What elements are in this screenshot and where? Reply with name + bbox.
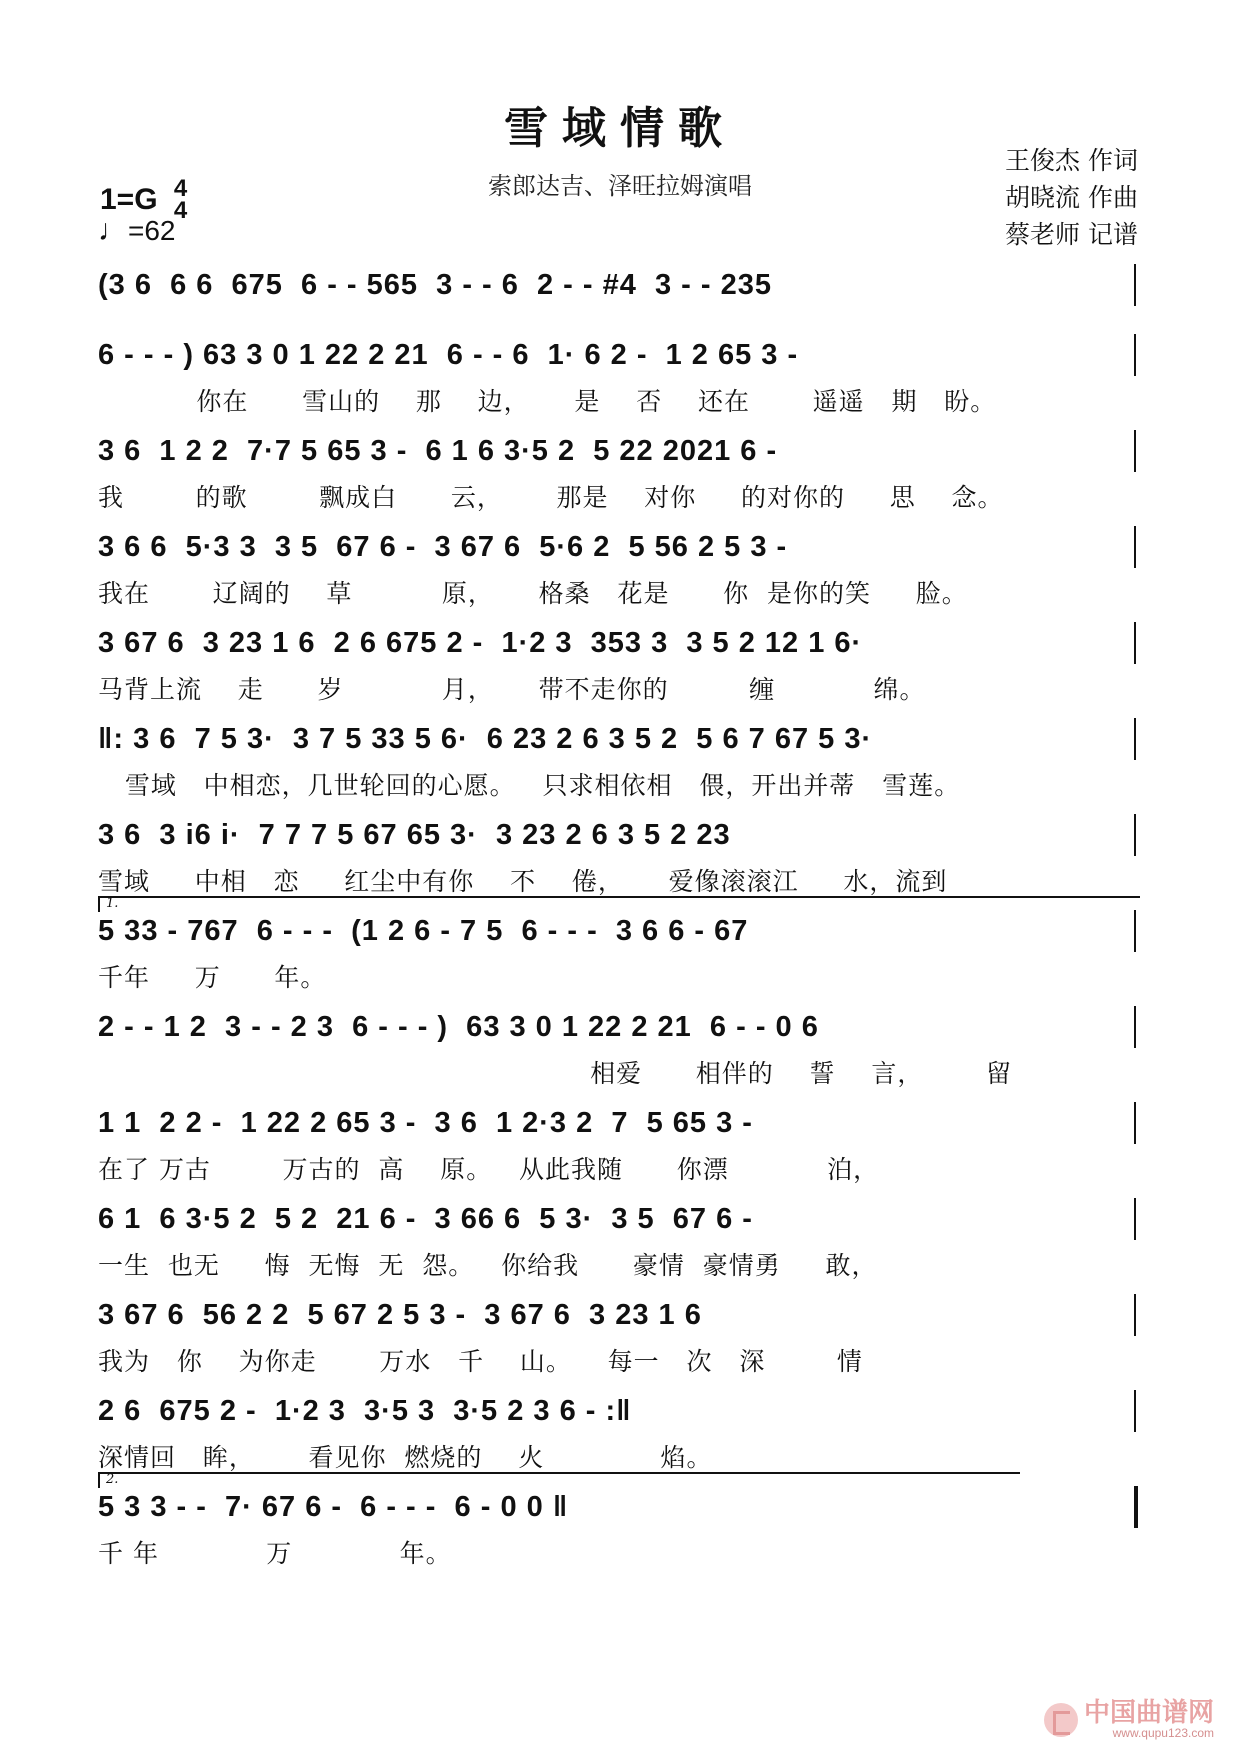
barline [1134, 1486, 1138, 1528]
lyrics-line: 雪域 中相恋，几世轮回的心愿。 只求相依相 偎，开出并蒂 雪莲。 [98, 771, 961, 800]
score-title: 雪域情歌 [504, 103, 736, 154]
lyrics-line: 千 年 万 年。 [98, 1539, 452, 1568]
jianpu-notes: 5 3 3 - - 7· 67 6 - 6 - - - 6 - 0 0 ‖ [98, 1490, 569, 1523]
barline [1134, 526, 1136, 568]
notation-line [98, 1484, 1138, 1530]
notation-line [98, 812, 1138, 858]
score-line [98, 896, 1138, 1004]
score-line [98, 262, 1138, 332]
meter-top: 4 [173, 175, 188, 202]
jianpu-notes: 5 33 - 767 6 - - - (1 2 6 - 7 5 6 - - - 3 6 6 - 67 [98, 914, 749, 947]
watermark-url: www.qupu123.com [1112, 1726, 1214, 1740]
notation-line [98, 1292, 1138, 1338]
lyrics-line: 深情回 眸， 看见你 燃烧的 火 焰。 [98, 1443, 713, 1472]
lyricist: 王俊杰 作词 [1005, 146, 1138, 175]
lyrics-line: 你在 雪山的 那 边， 是 否 还在 遥遥 期 盼。 [98, 387, 997, 416]
score-line [98, 524, 1138, 620]
lyrics-line: 我 的歌 飘成白 云， 那是 对你 的对你的 思 念。 [98, 483, 1004, 512]
lyrics-line: 雪域 中相 恋 红尘中有你 不 倦， 爱像滚滚江 水，流到 [98, 867, 948, 896]
notation-line [98, 1196, 1138, 1242]
watermark [1044, 1700, 1214, 1740]
score-line [98, 332, 1138, 428]
score-line [98, 1196, 1138, 1292]
jianpu-notes: 6 1 6 3·5 2 5 2 21 6 - 3 66 6 5 3· 3 5 67 6 - [98, 1202, 753, 1235]
barline [1134, 1390, 1136, 1432]
score-line [98, 1292, 1138, 1388]
volta-number: 1. [106, 896, 119, 911]
barline [1134, 264, 1136, 306]
score-line [98, 716, 1138, 812]
jianpu-notes: 2 6 675 2 - 1·2 3 3·5 3 3·5 2 3 6 - :‖ [98, 1394, 632, 1427]
jianpu-notes: 2 - - 1 2 3 - - 2 3 6 - - - ) 63 3 0 1 22 2 21 6 - - 0 6 [98, 1010, 819, 1043]
notation-line [98, 332, 1138, 378]
notation-line [98, 908, 1138, 954]
barline [1134, 1006, 1136, 1048]
score-body [98, 262, 1138, 1580]
site-logo-icon [1044, 1703, 1078, 1737]
notation-line [98, 524, 1138, 570]
jianpu-notes: 3 67 6 3 23 1 6 2 6 675 2 - 1·2 3 353 3 3 5 2 12 1 6· [98, 626, 863, 659]
jianpu-notes: 3 6 1 2 2 7·7 5 65 3 - 6 1 6 3·5 2 5 22 2021 6 - [98, 434, 778, 467]
barline [1134, 718, 1136, 760]
performers: 索郎达吉、泽旺拉姆演唱 [488, 172, 752, 200]
tempo-marking [98, 214, 176, 248]
lyrics-line: 相爱 相伴的 誓 言， 留 [98, 1059, 1012, 1088]
notation-line [98, 262, 1138, 308]
score-line [98, 1388, 1138, 1484]
key: 1=G [100, 183, 158, 216]
barline [1134, 1294, 1136, 1336]
score-line [98, 620, 1138, 716]
barline [1134, 1102, 1136, 1144]
barline [1134, 814, 1136, 856]
barline [1134, 910, 1136, 952]
jianpu-notes: ‖: 3 6 7 5 3· 3 7 5 33 5 6· 6 23 2 6 3 5 2 5 6 7 67 5 3· [98, 722, 873, 755]
jianpu-notes: 3 67 6 56 2 2 5 67 2 5 3 - 3 67 6 3 23 1 6 [98, 1298, 702, 1331]
jianpu-notes: 3 6 3 i6 i· 7 7 7 5 67 65 3· 3 23 2 6 3 5 2 23 [98, 818, 731, 851]
lyrics-line: 千年 万 年。 [98, 963, 327, 992]
quarter-note-icon: ♩ [98, 214, 128, 247]
score-line [98, 1472, 1138, 1580]
credits [1005, 142, 1138, 253]
transcriber: 蔡老师 记谱 [1005, 220, 1138, 249]
watermark-brand: 中国曲谱网 [1083, 1698, 1214, 1728]
notation-line [98, 1004, 1138, 1050]
notation-line [98, 716, 1138, 762]
barline [1134, 334, 1136, 376]
barline [1134, 1198, 1136, 1240]
score-line [98, 428, 1138, 524]
jianpu-notes: 1 1 2 2 - 1 22 2 65 3 - 3 6 1 2·3 2 7 5 65 3 - [98, 1106, 753, 1139]
tempo-value: =62 [128, 215, 176, 246]
composer: 胡晓流 作曲 [1005, 183, 1138, 212]
notation-line [98, 428, 1138, 474]
score-line [98, 812, 1138, 908]
volta-number: 2. [106, 1472, 119, 1487]
lyrics-line: 在了 万古 万古的 高 原。 从此我随 你漂 泊， [98, 1155, 880, 1184]
barline [1134, 622, 1136, 664]
jianpu-notes: 3 6 6 5·3 3 3 5 67 6 - 3 67 6 5·6 2 5 56 2 5 3 - [98, 530, 788, 563]
time-signature [173, 175, 188, 224]
lyrics-line: 马背上流 走 岁 月， 带不走你的 缠 绵。 [98, 675, 926, 704]
lyrics-line: 我在 辽阔的 草 原， 格桑 花是 你 是你的笑 脸。 [98, 579, 968, 608]
notation-line [98, 1100, 1138, 1146]
notation-line [98, 1388, 1138, 1434]
meter-bottom: 4 [173, 197, 188, 224]
jianpu-notes: 6 - - - ) 63 3 0 1 22 2 21 6 - - 6 1· 6 2 - 1 2 65 3 - [98, 338, 799, 371]
lyrics-line: 一生 也无 悔 无悔 无 怨。 你给我 豪情 豪情勇 敢， [98, 1251, 878, 1280]
notation-line [98, 620, 1138, 666]
score-line [98, 1004, 1138, 1100]
jianpu-notes: (3 6 6 6 675 6 - - 565 3 - - 6 2 - - #4 3 - - 235 [98, 268, 772, 301]
lyrics-line: 我为 你 为你走 万水 千 山。 每一 次 深 情 [98, 1347, 863, 1376]
barline [1134, 430, 1136, 472]
score-line [98, 1100, 1138, 1196]
